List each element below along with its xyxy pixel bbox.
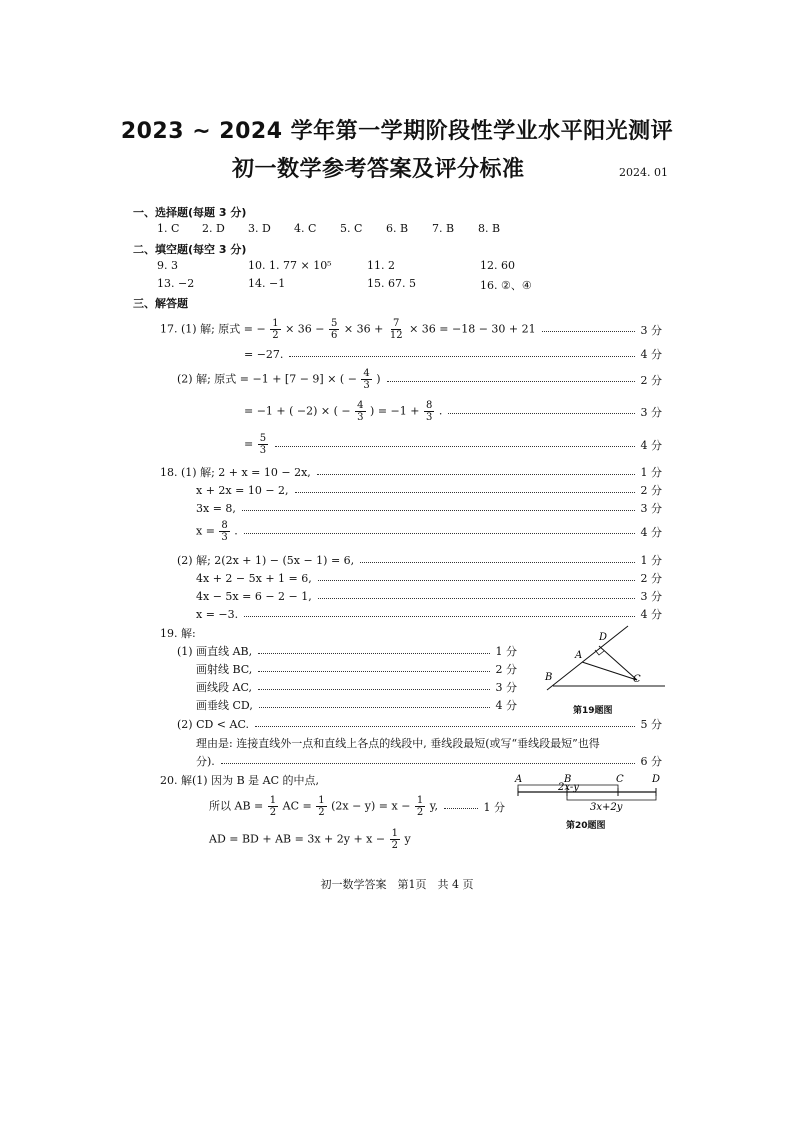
score: 1 分 <box>483 800 505 814</box>
fraction: $\frac{1}{2}$ <box>269 795 277 818</box>
fraction: $\frac{8}{3}$ <box>425 400 433 423</box>
fraction: $\frac{1}{2}$ <box>391 828 398 851</box>
q18-line6 <box>196 570 662 586</box>
dot-leader <box>255 726 635 727</box>
q18-line7-text: 4x − 5x = 6 − 2 − 1, <box>196 589 312 603</box>
dot-leader <box>444 808 477 809</box>
score: 3 分 <box>640 590 662 603</box>
page-title: 2023 ~ 2024 学年第一学期阶段性学业水平阳光测评 <box>120 119 674 144</box>
dot-leader <box>387 381 635 382</box>
page-subtitle: 初一数学参考答案及评分标准 <box>232 157 525 182</box>
fraction: $\frac{5}{3}$ <box>259 433 267 456</box>
q17-line2 <box>244 346 662 362</box>
fill-answer: 14. −1 <box>248 277 286 290</box>
q19-head: 19. 解: <box>160 627 196 640</box>
q19-reason-line2 <box>196 753 662 769</box>
line-ab <box>547 626 628 690</box>
q20-line3-text: AD = BD + AB = 3x + 2y + x − $\frac{1}{2}$ y <box>209 828 411 851</box>
label-a: A <box>575 650 583 661</box>
fraction: $\frac{4}{3}$ <box>357 400 364 423</box>
q18-line5-text: (2) 解; 2(2x + 1) − (5x − 1) = 6, <box>177 554 355 567</box>
q18-line3 <box>196 500 662 516</box>
dot-leader <box>542 331 635 332</box>
label-c: C <box>633 674 641 685</box>
dot-leader <box>289 356 634 357</box>
q18-line8 <box>196 606 662 622</box>
score: 2 分 <box>495 663 517 676</box>
fill-answer: 9. 3 <box>157 259 178 272</box>
fraction: $\frac{5}{6}$ <box>331 318 338 341</box>
q20-line3 <box>209 828 411 851</box>
section-solve-title: 三、解答题 <box>133 297 188 310</box>
score: 1 分 <box>495 645 517 658</box>
dot-leader <box>318 598 635 599</box>
score: 3 分 <box>640 405 662 419</box>
q17-line1-text: 17. (1) 解; 原式 = − $\frac{1}{2}$ × 36 − $\frac{5}{6}$ × 36 + $\frac{7}{12}$ × 36 = −18 − 30 + 21 <box>160 318 536 341</box>
score: 4 分 <box>495 699 517 712</box>
fill-answer: 13. −2 <box>157 277 195 290</box>
q18-line2 <box>196 482 662 498</box>
label-c: C <box>616 774 624 785</box>
choice-answer: 6. B <box>386 222 409 235</box>
score: 4 分 <box>640 525 662 539</box>
fill-answer: 10. 1. 77 × 10⁵ <box>248 259 332 272</box>
score: 2 分 <box>640 572 662 585</box>
q18-line1-text: 18. (1) 解; 2 + x = 10 − 2x, <box>160 466 311 479</box>
fill-answer: 11. 2 <box>367 259 395 272</box>
q18-line8-text: x = −3. <box>196 607 239 621</box>
q19-line2-text: 画射线 BC, <box>196 663 253 676</box>
score: 4 分 <box>640 608 662 621</box>
q18-line7 <box>196 588 662 604</box>
score: 1 分 <box>640 466 662 479</box>
q18-line4 <box>196 520 662 543</box>
q19-line4 <box>196 697 517 713</box>
q18-line2-text: x + 2x = 10 − 2, <box>196 483 289 497</box>
score: 2 分 <box>640 484 662 497</box>
page-footer: 初一数学答案 第1页 共 4 页 <box>320 878 474 891</box>
q18-line3-text: 3x = 8, <box>196 501 236 515</box>
q19-line1 <box>177 643 517 659</box>
fraction: $\frac{1}{2}$ <box>416 795 424 818</box>
score: 4 分 <box>640 348 662 361</box>
dot-leader <box>360 562 634 563</box>
q17-line5-text: = $\frac{5}{3}$ <box>244 433 267 456</box>
fill-answer: 16. ②、④ <box>480 279 532 292</box>
q19-reason-line2-text: 分). <box>196 755 215 768</box>
dot-leader <box>317 474 635 475</box>
dot-leader <box>242 510 635 511</box>
q19-line1-text: (1) 画直线 AB, <box>177 645 253 658</box>
score: 3 分 <box>495 681 517 694</box>
fraction: $\frac{4}{3}$ <box>363 368 370 391</box>
q18-line1 <box>160 464 662 480</box>
score: 1 分 <box>640 554 662 567</box>
choice-answer: 4. C <box>294 222 317 235</box>
fill-answer: 12. 60 <box>480 259 515 272</box>
label-b: B <box>545 672 553 683</box>
q19-reason-line1: 理由是: 连接直线外一点和直线上各点的线段中, 垂线段最短(或写“垂线段最短”也得 <box>196 737 600 750</box>
choice-answer: 1. C <box>157 222 180 235</box>
q20-line1: 20. 解(1) 因为 B 是 AC 的中点, <box>160 774 319 787</box>
label-2x-y: 2x-y <box>558 782 579 793</box>
q17-line3 <box>177 368 662 391</box>
dot-leader <box>258 653 489 654</box>
label-a: A <box>515 774 523 785</box>
dot-leader <box>318 580 635 581</box>
section-fill-title: 二、填空题(每空 3 分) <box>133 243 247 256</box>
label-3x2y: 3x+2y <box>590 802 623 813</box>
score: 4 分 <box>640 438 662 452</box>
score: 3 分 <box>640 502 662 515</box>
q19-line3-text: 画线段 AC, <box>196 681 252 694</box>
label-b: B <box>564 774 572 785</box>
label-d: D <box>652 774 661 785</box>
q18-line4-text: x = $\frac{8}{3}$ . <box>196 520 238 543</box>
fill-answer: 15. 67. 5 <box>367 277 416 290</box>
choice-answer: 2. D <box>202 222 225 235</box>
segment-ac <box>582 662 637 680</box>
perpendicular-cd <box>599 646 637 680</box>
dot-leader <box>258 671 489 672</box>
fraction: $\frac{8}{3}$ <box>221 520 228 543</box>
dot-leader <box>448 413 634 414</box>
q19-line3 <box>196 679 517 695</box>
score: 2 分 <box>640 373 662 387</box>
section-choice-title: 一、选择题(每题 3 分) <box>133 206 247 219</box>
dot-leader <box>275 446 634 447</box>
dot-leader <box>244 533 635 534</box>
figure-20-caption: 第20题图 <box>566 821 606 831</box>
fraction: $\frac{7}{12}$ <box>389 318 403 341</box>
q17-line4 <box>244 400 662 423</box>
choice-answer: 7. B <box>432 222 455 235</box>
dot-leader <box>259 707 490 708</box>
q18-line5 <box>177 552 662 568</box>
q17-line1 <box>160 318 662 341</box>
brace-bd <box>567 796 656 800</box>
dot-leader <box>244 616 634 617</box>
figure-20 <box>510 770 670 816</box>
figure-19-caption: 第19题图 <box>573 706 613 716</box>
q17-line2-text: = −27. <box>244 347 284 361</box>
q20-line2 <box>209 795 505 818</box>
score: 3 分 <box>640 323 662 337</box>
date: 2024. 01 <box>619 166 668 179</box>
choice-answer: 3. D <box>248 222 271 235</box>
dot-leader <box>295 492 635 493</box>
dot-leader <box>221 763 635 764</box>
dot-leader <box>258 689 490 690</box>
q17-line3-text: (2) 解; 原式 = −1 + [7 − 9] × ( − $\frac{4}{3}$ ) <box>177 368 381 391</box>
q20-line2-text: 所以 AB = $\frac{1}{2}$ AC = $\frac{1}{2}$ (2x − y) = x − $\frac{1}{2}$ y, <box>209 795 439 818</box>
fraction: $\frac{1}{2}$ <box>318 795 325 818</box>
fraction: $\frac{1}{2}$ <box>272 318 279 341</box>
choice-answer: 8. B <box>478 222 501 235</box>
q19-line5 <box>177 716 662 732</box>
score: 6 分 <box>640 755 662 768</box>
q17-line4-text: = −1 + ( −2) × ( − $\frac{4}{3}$ ) = −1 + $\frac{8}{3}$ . <box>244 400 443 423</box>
q18-line6-text: 4x + 2 − 5x + 1 = 6, <box>196 571 312 585</box>
q17-line5 <box>244 433 662 456</box>
q19-line4-text: 画垂线 CD, <box>196 699 253 712</box>
q19-line5-text: (2) CD < AC. <box>177 717 249 731</box>
label-d: D <box>599 632 608 643</box>
q19-line2 <box>196 661 517 677</box>
score: 5 分 <box>640 718 662 731</box>
choice-answer: 5. C <box>340 222 363 235</box>
